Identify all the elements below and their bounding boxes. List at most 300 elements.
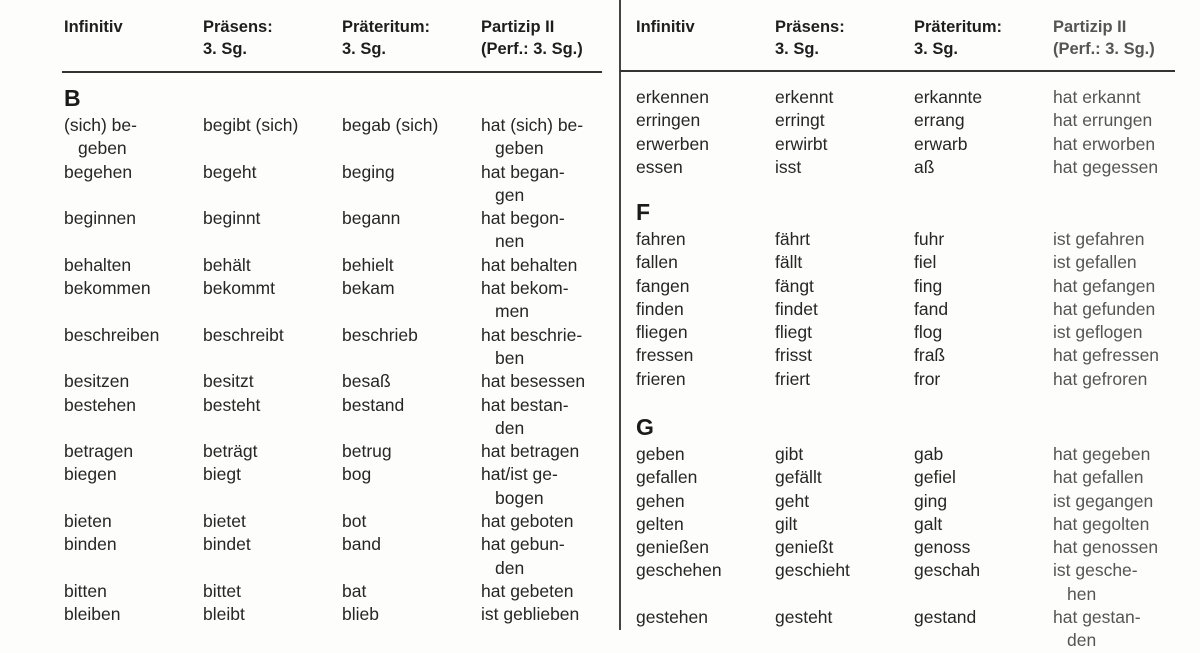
cell-text: hat gefangen xyxy=(1053,275,1156,296)
cell-text: bietet xyxy=(203,511,246,532)
partizip-cell xyxy=(481,161,565,208)
praeteritum-cell xyxy=(914,536,970,559)
praeteritum-cell xyxy=(342,510,366,533)
cell-text: gen xyxy=(495,184,525,205)
infinitiv-cell xyxy=(636,156,683,179)
cell-text: betragen xyxy=(64,441,134,462)
cell-text: hat bekom- xyxy=(481,278,569,299)
praeteritum-cell xyxy=(342,463,371,486)
partizip-cell xyxy=(481,463,558,510)
cell-text: finden xyxy=(636,298,684,319)
infinitiv-cell xyxy=(636,344,693,367)
verb-row xyxy=(64,440,604,463)
partizip-cell xyxy=(1053,298,1155,321)
partizip-cell xyxy=(1053,513,1149,536)
cell-text: hat began- xyxy=(481,161,565,182)
praesens-cell xyxy=(775,344,812,367)
cell-text: fallen xyxy=(636,252,678,273)
infinitiv-cell xyxy=(64,440,133,463)
verb-row xyxy=(64,510,604,533)
praesens-cell xyxy=(203,114,298,137)
cell-text: gilt xyxy=(775,513,798,534)
praesens-cell xyxy=(203,463,241,486)
infinitiv-cell xyxy=(636,251,678,274)
verb-row xyxy=(64,533,604,580)
cell-text: hat betragen xyxy=(481,441,580,462)
praesens-cell xyxy=(203,603,245,626)
praesens-cell xyxy=(775,606,832,629)
cell-text: besitzt xyxy=(203,371,254,392)
praesens-cell xyxy=(203,370,254,393)
praeteritum-cell xyxy=(342,603,379,626)
cell-text: ist geblieben xyxy=(481,604,580,625)
cell-text: bestehen xyxy=(64,394,137,415)
praeteritum-cell xyxy=(914,109,965,132)
header-infinitiv: Infinitiv xyxy=(636,18,695,36)
verb-row xyxy=(636,251,1176,274)
praesens-cell xyxy=(203,580,241,603)
cell-text: hat gestan- xyxy=(1053,607,1141,628)
cell-text: frisst xyxy=(775,345,812,366)
infinitiv-cell xyxy=(64,254,131,277)
cell-text: bestand xyxy=(342,394,405,415)
praeteritum-cell xyxy=(914,490,947,513)
cell-text: geschieht xyxy=(775,560,850,581)
verb-row xyxy=(64,394,604,441)
cell-text: besteht xyxy=(203,394,261,415)
cell-text: erringt xyxy=(775,110,825,131)
cell-text: fliegt xyxy=(775,322,812,343)
praesens-cell xyxy=(775,133,828,156)
verb-row xyxy=(636,559,1176,606)
cell-text: behalten xyxy=(64,254,132,275)
praesens-cell xyxy=(775,443,803,466)
verb-row xyxy=(636,606,1176,653)
cell-text: ging xyxy=(914,490,948,511)
praeteritum-cell xyxy=(342,161,395,184)
cell-text: bekommt xyxy=(203,278,275,299)
praeteritum-cell xyxy=(342,370,391,393)
partizip-cell xyxy=(1053,86,1141,109)
cell-text: beschreiben xyxy=(64,324,160,345)
cell-text: gehen xyxy=(636,490,685,511)
cell-text: binden xyxy=(64,534,117,555)
cell-text: bog xyxy=(342,464,372,485)
praeteritum-cell xyxy=(342,254,394,277)
cell-text: hat gegeben xyxy=(1053,444,1151,464)
cell-text: fährt xyxy=(775,229,811,249)
cell-text: isst xyxy=(775,156,802,177)
infinitiv-cell xyxy=(636,513,684,536)
cell-text: genießt xyxy=(775,537,834,558)
cell-text: bat xyxy=(342,580,367,601)
praesens-cell xyxy=(775,86,833,109)
praeteritum-cell xyxy=(914,513,942,536)
partizip-cell xyxy=(481,394,569,441)
partizip-cell xyxy=(1053,321,1143,344)
praesens-cell xyxy=(203,324,284,347)
partizip-cell xyxy=(1053,368,1147,391)
praesens-cell xyxy=(203,394,260,417)
infinitiv-cell xyxy=(64,114,137,161)
partizip-cell xyxy=(1053,228,1144,251)
cell-text: beginnen xyxy=(64,208,137,229)
cell-text: hat gebun- xyxy=(481,534,565,555)
praeteritum-cell xyxy=(914,606,976,629)
letter-section xyxy=(636,413,1176,653)
praeteritum-cell xyxy=(342,277,395,300)
partizip-cell xyxy=(1053,466,1144,489)
cell-text: frieren xyxy=(636,368,686,389)
partizip-cell xyxy=(481,580,573,603)
cell-text: geben xyxy=(495,138,544,159)
praesens-cell xyxy=(775,298,818,321)
cell-text: blieb xyxy=(342,604,379,625)
cell-text: beträgt xyxy=(203,441,258,462)
verb-row xyxy=(636,368,1176,391)
cell-text: errang xyxy=(914,110,965,131)
praeteritum-cell xyxy=(342,394,404,417)
cell-text: bitten xyxy=(64,580,107,601)
cell-text: beginnt xyxy=(203,208,261,229)
cell-text: genoss xyxy=(914,537,971,558)
praesens-cell xyxy=(775,559,850,582)
infinitiv-cell xyxy=(636,536,709,559)
infinitiv-cell xyxy=(64,603,120,626)
partizip-cell xyxy=(1053,156,1158,179)
partizip-cell xyxy=(1053,443,1150,466)
praesens-cell xyxy=(775,275,814,298)
praesens-cell xyxy=(203,207,260,230)
verb-row xyxy=(64,370,604,393)
cell-text: gesteht xyxy=(775,607,833,628)
praesens-cell xyxy=(203,277,275,300)
infinitiv-cell xyxy=(64,463,117,486)
cell-text: bot xyxy=(342,511,367,532)
header-rule-left xyxy=(62,71,602,73)
cell-text: erwirbt xyxy=(775,133,828,154)
partizip-cell xyxy=(1053,490,1153,513)
cell-text: ist geflogen xyxy=(1053,322,1143,343)
header-partizip: Partizip II (Perf.: 3. Sg.) xyxy=(1053,18,1155,58)
partizip-cell xyxy=(481,277,569,324)
infinitiv-cell xyxy=(636,559,722,582)
praesens-cell xyxy=(775,251,802,274)
praeteritum-cell xyxy=(342,324,418,347)
header-praesens: Präsens: 3. Sg. xyxy=(775,18,845,58)
partizip-cell xyxy=(1053,109,1152,132)
letter-section xyxy=(636,86,1176,179)
section-letter: G xyxy=(636,414,654,440)
praeteritum-cell xyxy=(914,228,944,251)
cell-text: geben xyxy=(636,444,685,464)
infinitiv-cell xyxy=(64,394,136,417)
cell-text: hat erworben xyxy=(1053,133,1156,154)
praeteritum-cell xyxy=(914,86,982,109)
cell-text: biegen xyxy=(64,464,117,485)
section-letter: F xyxy=(636,199,651,225)
cell-text: fliegen xyxy=(636,322,688,343)
verb-row xyxy=(636,443,1176,466)
cell-text: hat gegessen xyxy=(1053,156,1159,177)
cell-text: fällt xyxy=(775,252,803,273)
partizip-cell xyxy=(1053,559,1138,606)
cell-text: gefiel xyxy=(914,467,956,488)
cell-text: ist gesche- xyxy=(1053,560,1138,581)
cell-text: hat/ist ge- xyxy=(481,464,558,485)
header-praeteritum: Präteritum: 3. Sg. xyxy=(342,18,431,58)
partizip-cell xyxy=(481,114,583,161)
infinitiv-cell xyxy=(636,321,688,344)
verb-row xyxy=(636,298,1176,321)
verb-row xyxy=(636,228,1176,251)
cell-text: erwerben xyxy=(636,133,709,154)
verb-row xyxy=(64,254,604,277)
partizip-cell xyxy=(1053,344,1159,367)
verb-row xyxy=(636,275,1176,298)
cell-text: bieten xyxy=(64,511,112,532)
cell-text: fangen xyxy=(636,275,690,296)
cell-text: biegt xyxy=(203,464,241,485)
verb-row xyxy=(636,156,1176,179)
cell-text: hat bestan- xyxy=(481,394,569,415)
header-rule-right xyxy=(620,70,1175,72)
infinitiv-cell xyxy=(636,275,690,298)
section-letter: B xyxy=(64,85,81,111)
cell-text: hat gefallen xyxy=(1053,467,1144,488)
cell-text: geht xyxy=(775,490,810,511)
praeteritum-cell xyxy=(914,298,948,321)
cell-text: hat begon- xyxy=(481,208,565,229)
praesens-cell xyxy=(775,109,825,132)
partizip-cell xyxy=(481,324,582,371)
cell-text: fiel xyxy=(914,252,937,273)
cell-text: hat behalten xyxy=(481,254,578,275)
cell-text: genießen xyxy=(636,537,709,558)
partizip-cell xyxy=(481,533,565,580)
cell-text: gibt xyxy=(775,444,804,464)
praesens-cell xyxy=(775,156,801,179)
cell-text: fraß xyxy=(914,345,946,366)
header-infinitiv: Infinitiv xyxy=(64,18,123,36)
infinitiv-cell xyxy=(636,228,686,251)
infinitiv-cell xyxy=(636,86,709,109)
praesens-cell xyxy=(775,513,797,536)
cell-text: fuhr xyxy=(914,229,945,249)
cell-text: behielt xyxy=(342,254,394,275)
cell-text: begab (sich) xyxy=(342,115,439,135)
cell-text: men xyxy=(495,301,530,322)
cell-text: hat genossen xyxy=(1053,537,1159,558)
cell-text: hat gefunden xyxy=(1053,298,1156,319)
praeteritum-cell xyxy=(342,114,438,137)
praeteritum-cell xyxy=(914,466,956,489)
praeteritum-cell xyxy=(342,440,392,463)
cell-text: fing xyxy=(914,275,943,296)
cell-text: begibt (sich) xyxy=(203,115,299,135)
cell-text: begeht xyxy=(203,161,257,182)
verb-row xyxy=(64,114,604,161)
cell-text: bleibt xyxy=(203,604,245,625)
partizip-cell xyxy=(481,440,579,463)
partizip-cell xyxy=(481,370,585,393)
praesens-cell xyxy=(775,466,822,489)
infinitiv-cell xyxy=(636,133,709,156)
verb-row xyxy=(636,466,1176,489)
praeteritum-cell xyxy=(914,133,968,156)
partizip-cell xyxy=(1053,606,1141,653)
infinitiv-cell xyxy=(64,161,132,184)
cell-text: bittet xyxy=(203,580,241,601)
cell-text: den xyxy=(495,417,525,438)
partizip-cell xyxy=(1053,133,1155,156)
partizip-cell xyxy=(481,510,573,533)
cell-text: betrug xyxy=(342,441,392,462)
verb-row xyxy=(64,603,604,626)
cell-text: hat gefroren xyxy=(1053,368,1148,389)
verb-row xyxy=(64,580,604,603)
cell-text: friert xyxy=(775,368,810,389)
infinitiv-cell xyxy=(64,207,136,230)
praeteritum-cell xyxy=(342,580,366,603)
praesens-cell xyxy=(203,161,257,184)
praesens-cell xyxy=(775,228,810,251)
cell-text: ben xyxy=(495,347,525,368)
cell-text: ist gefahren xyxy=(1053,229,1145,249)
cell-text: erkannte xyxy=(914,87,983,107)
cell-text: behält xyxy=(203,254,251,275)
cell-text: hat gegolten xyxy=(1053,513,1150,534)
cell-text: den xyxy=(1067,630,1097,651)
cell-text: fressen xyxy=(636,345,694,366)
header-praeteritum: Präteritum: 3. Sg. xyxy=(914,18,1003,58)
cell-text: beschrieb xyxy=(342,324,418,345)
cell-text: bekam xyxy=(342,278,395,299)
infinitiv-cell xyxy=(636,109,700,132)
partizip-cell xyxy=(481,207,565,254)
cell-text: hat (sich) be- xyxy=(481,115,584,135)
header-partizip: Partizip II (Perf.: 3. Sg.) xyxy=(481,18,583,58)
infinitiv-cell xyxy=(64,510,112,533)
cell-text: hat gefressen xyxy=(1053,345,1160,366)
praeteritum-cell xyxy=(342,207,400,230)
cell-text: bekommen xyxy=(64,278,151,299)
cell-text: beging xyxy=(342,161,395,182)
verb-row xyxy=(64,463,604,510)
cell-text: erringen xyxy=(636,110,701,131)
infinitiv-cell xyxy=(64,324,159,347)
infinitiv-cell xyxy=(636,466,697,489)
cell-text: galt xyxy=(914,513,943,534)
verb-row xyxy=(64,207,604,254)
verb-row xyxy=(636,536,1176,559)
cell-text: besitzen xyxy=(64,371,130,392)
cell-text: begann xyxy=(342,208,401,229)
partizip-cell xyxy=(1053,536,1158,559)
cell-text: hat besessen xyxy=(481,371,586,392)
cell-text: hat gebeten xyxy=(481,580,574,601)
praesens-cell xyxy=(203,510,246,533)
infinitiv-cell xyxy=(64,277,151,300)
cell-text: fror xyxy=(914,368,941,389)
verb-row xyxy=(64,324,604,371)
cell-text: hat geboten xyxy=(481,511,574,532)
partizip-cell xyxy=(481,603,579,626)
praesens-cell xyxy=(775,368,810,391)
cell-text: beschreibt xyxy=(203,324,284,345)
cell-text: fand xyxy=(914,298,949,319)
infinitiv-cell xyxy=(636,298,684,321)
cell-text: fahren xyxy=(636,229,686,249)
cell-text: band xyxy=(342,534,381,555)
cell-text: gefällt xyxy=(775,467,822,488)
cell-text: (sich) be- xyxy=(64,115,137,135)
praeteritum-cell xyxy=(914,443,943,466)
infinitiv-cell xyxy=(636,368,686,391)
letter-section xyxy=(636,198,1176,391)
cell-text: erwarb xyxy=(914,133,968,154)
praeteritum-cell xyxy=(914,321,942,344)
verb-row xyxy=(636,86,1176,109)
infinitiv-cell xyxy=(64,533,117,556)
praeteritum-cell xyxy=(342,533,381,556)
cell-text: geschah xyxy=(914,560,981,581)
verb-row xyxy=(636,321,1176,344)
partizip-cell xyxy=(1053,275,1155,298)
infinitiv-cell xyxy=(636,490,685,513)
cell-text: geben xyxy=(78,138,127,159)
praeteritum-cell xyxy=(914,368,940,391)
letter-section xyxy=(64,84,604,627)
verb-row xyxy=(64,161,604,208)
cell-text: nen xyxy=(495,231,525,252)
cell-text: ist gefallen xyxy=(1053,252,1137,273)
cell-text: ist gegangen xyxy=(1053,490,1154,511)
cell-text: findet xyxy=(775,298,818,319)
verb-row xyxy=(636,513,1176,536)
cell-text: hat errungen xyxy=(1053,110,1153,131)
cell-text: aß xyxy=(914,156,935,177)
cell-text: gestehen xyxy=(636,607,709,628)
cell-text: essen xyxy=(636,156,683,177)
cell-text: fängt xyxy=(775,275,814,296)
verb-row xyxy=(636,490,1176,513)
verb-row xyxy=(636,109,1176,132)
praeteritum-cell xyxy=(914,275,942,298)
cell-text: erkennen xyxy=(636,87,709,107)
praesens-cell xyxy=(203,254,251,277)
infinitiv-cell xyxy=(64,370,129,393)
cell-text: gelten xyxy=(636,513,684,534)
partizip-cell xyxy=(481,254,577,277)
praeteritum-cell xyxy=(914,251,936,274)
praesens-cell xyxy=(775,536,833,559)
verb-row xyxy=(64,277,604,324)
infinitiv-cell xyxy=(64,580,107,603)
partizip-cell xyxy=(1053,251,1137,274)
praesens-cell xyxy=(775,321,812,344)
praeteritum-cell xyxy=(914,156,934,179)
header-praesens: Präsens: 3. Sg. xyxy=(203,18,273,58)
cell-text: bindet xyxy=(203,534,251,555)
verb-row xyxy=(636,133,1176,156)
praeteritum-cell xyxy=(914,559,980,582)
verb-row xyxy=(636,344,1176,367)
praeteritum-cell xyxy=(914,344,945,367)
praesens-cell xyxy=(775,490,809,513)
cell-text: bleiben xyxy=(64,604,121,625)
cell-text: begehen xyxy=(64,161,133,182)
